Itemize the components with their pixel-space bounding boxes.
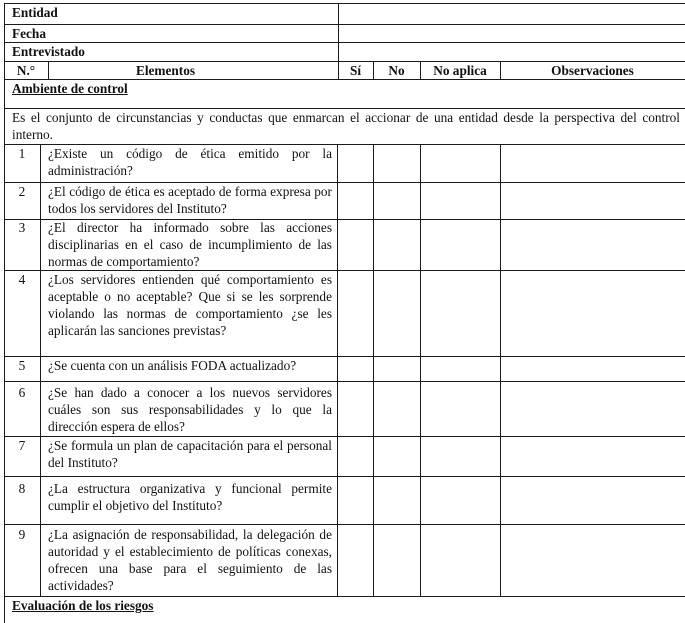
question-text: ¿Se cuenta con un análisis FODA actualizado? — [48, 358, 297, 373]
question-text: ¿Se han dado a conocer a los nuevos servidores cuáles son sus responsabilidades y lo que la dirección espera de ellos? — [48, 385, 332, 434]
col-divider — [40, 144, 41, 596]
question-number: 2 — [18, 184, 26, 199]
col-divider — [500, 144, 501, 596]
question-number: 3 — [18, 220, 26, 235]
section-title-evaluacion-riesgos: Evaluación de los riesgos — [12, 598, 154, 613]
section-title-ambiente-control: Ambiente de control — [12, 81, 128, 96]
question-number: 9 — [18, 527, 26, 542]
answer-yes-cell[interactable] — [338, 145, 373, 182]
col-divider — [420, 144, 421, 596]
col-divider — [373, 144, 374, 596]
question-number: 8 — [18, 481, 26, 496]
question-text: ¿Existe un código de ética emitido por la administración? — [48, 146, 332, 178]
entidad-field[interactable] — [342, 4, 682, 22]
col-header-yes: Sí — [349, 63, 362, 78]
question-text: ¿La estructura organizativa y funcional permite cumplir el objetivo del Instituto? — [48, 481, 332, 513]
row-divider — [4, 381, 685, 382]
row-divider — [4, 476, 685, 477]
question-number: 6 — [18, 385, 26, 400]
question-number: 5 — [18, 358, 26, 373]
question-text: ¿El código de ética es aceptado de forma expresa por todos los servidores del Instituto? — [48, 184, 332, 216]
question-number: 1 — [18, 146, 26, 161]
entidad-label: Entidad — [12, 5, 58, 20]
col-header-elements: Elementos — [135, 63, 196, 78]
col-header-no: No — [388, 63, 405, 78]
col-header-number: N.° — [16, 63, 36, 78]
entrevistado-field[interactable] — [342, 43, 682, 59]
answer-na-cell[interactable] — [421, 145, 500, 182]
observations-cell[interactable] — [501, 145, 685, 182]
col-header-not-applicable: No aplica — [433, 63, 487, 78]
fecha-field[interactable] — [342, 25, 682, 41]
fecha-label: Fecha — [12, 26, 46, 41]
col-header-observations: Observaciones — [551, 63, 634, 78]
col-divider — [337, 144, 338, 596]
question-text: ¿El director ha informado sobre las acciones disciplinarias en el caso de incumplimiento de las normas de comportamiento? — [48, 220, 332, 269]
col-divider — [338, 3, 339, 61]
question-number: 4 — [18, 272, 26, 287]
answer-no-cell[interactable] — [374, 145, 420, 182]
entrevistado-label: Entrevistado — [12, 44, 85, 59]
question-text: ¿La asignación de responsabilidad, la delegación de autoridad y el establecimiento de políticas conexas, ofrecen una base para el seguimiento de las actividades? — [48, 527, 332, 593]
question-text: ¿Se formula un plan de capacitación para el personal del Instituto? — [48, 438, 332, 470]
row-divider — [4, 524, 685, 525]
question-text: ¿Los servidores entienden qué comportamiento es aceptable o no aceptable? Que si se les sorprende violando las normas de comportamiento ¿se les aplicarán las sanciones previstas? — [48, 272, 332, 338]
question-number: 7 — [18, 438, 26, 453]
section-description: Es el conjunto de circunstancias y conductas que enmarcan el accionar de una entidad desde la perspectiva del control interno. — [12, 110, 680, 142]
